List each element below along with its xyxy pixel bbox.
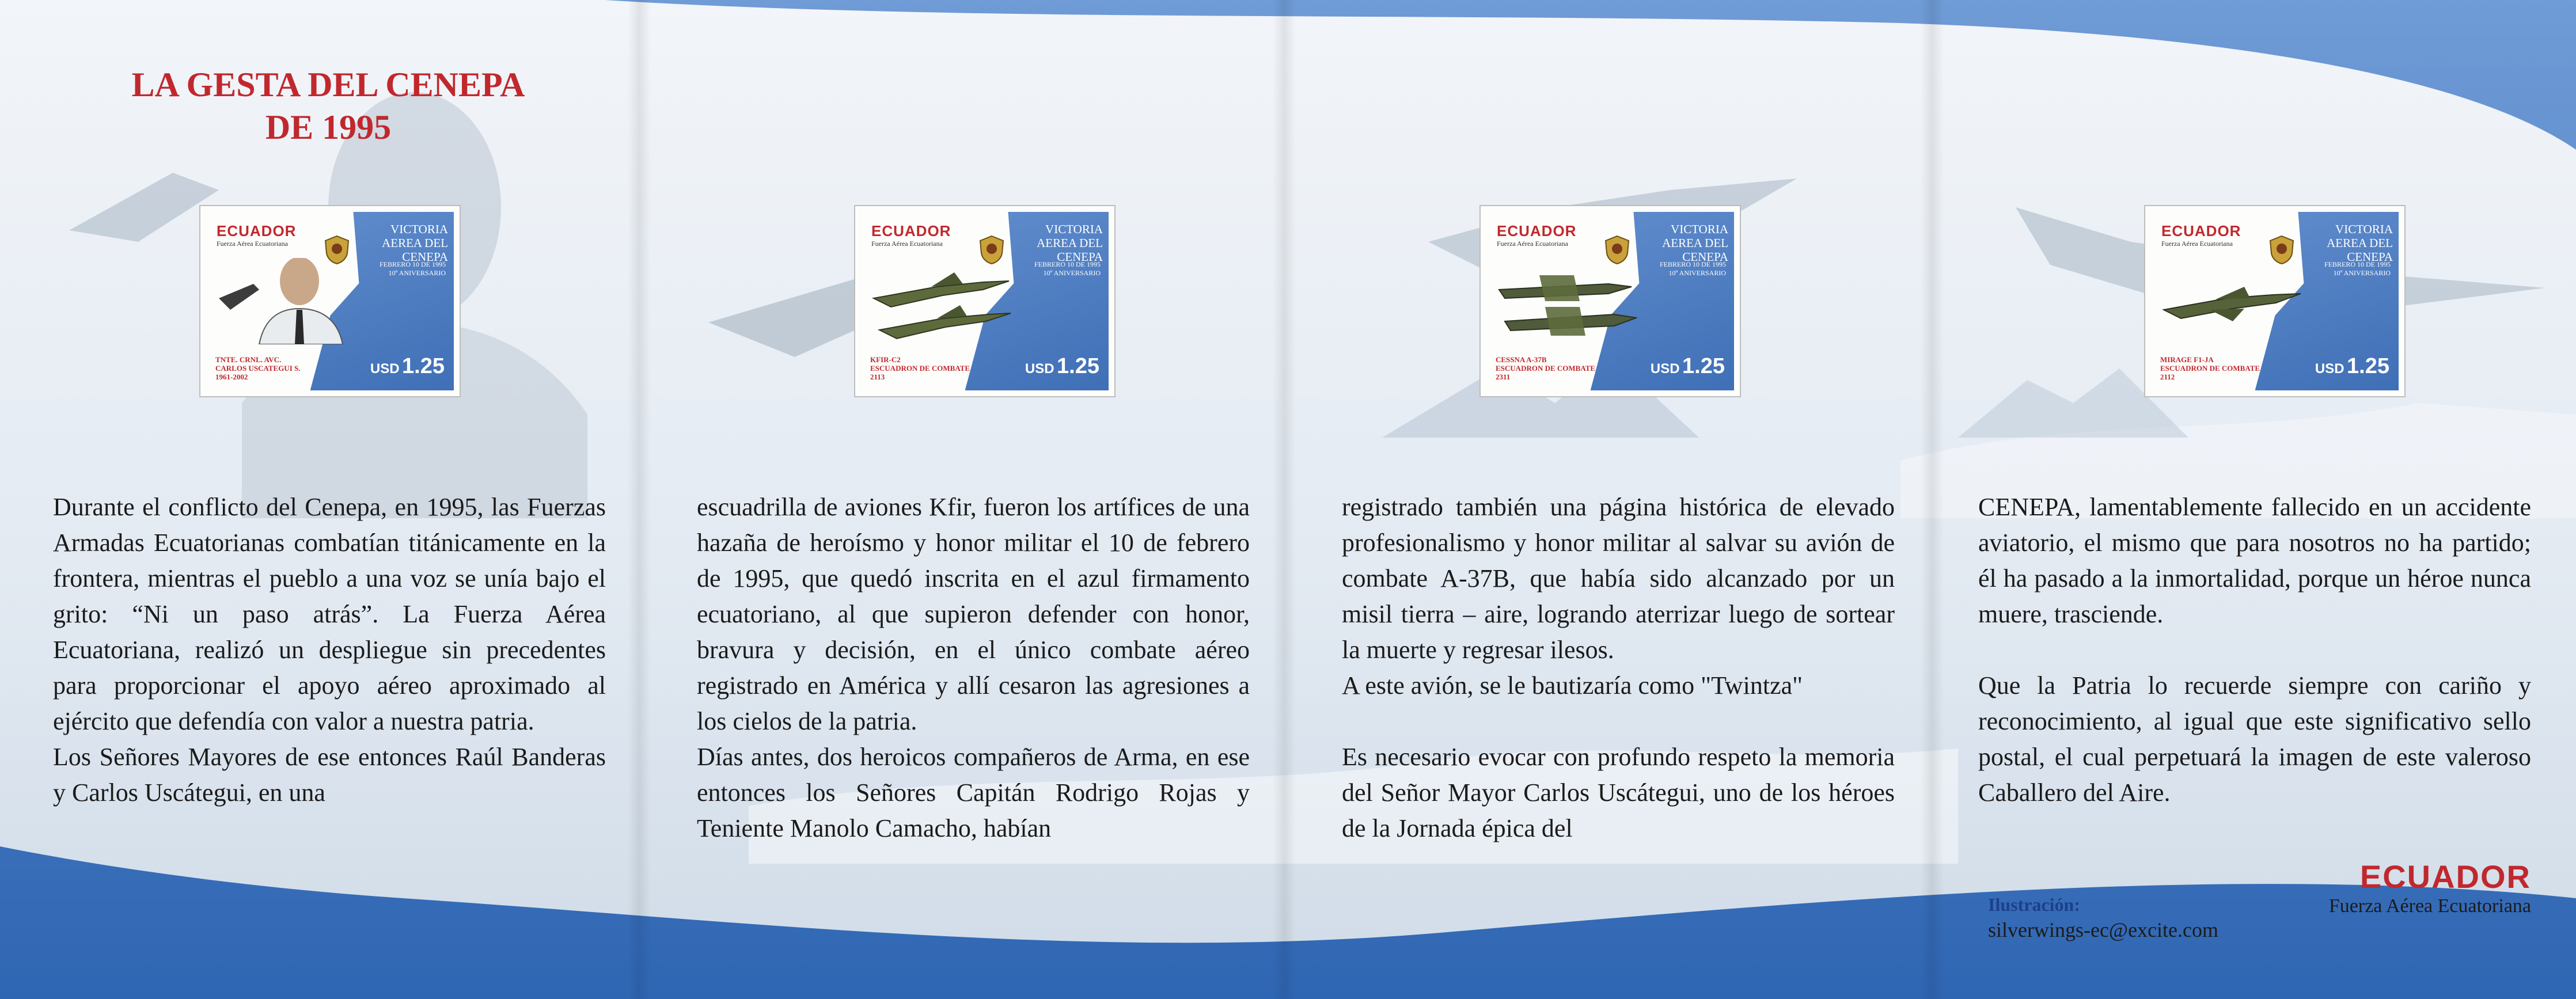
stamp-subtitle: Fuerza Aérea Ecuatoriana <box>1497 240 1568 248</box>
title-line-1: LA GESTA DEL CENEPA <box>131 66 525 104</box>
pilot-portrait-art <box>213 258 357 344</box>
stamp-caption-line-1: CESSNA A-37B <box>1496 355 1547 364</box>
stamp-subtitle: Fuerza Aérea Ecuatoriana <box>871 240 943 248</box>
stamp-subtitle: Fuerza Aérea Ecuatoriana <box>2161 240 2233 248</box>
paragraph: registrado también una página histórica de elevado profesionalismo y honor militar al salvar su avión de combate A-37B, que había sido alcanzado por un misil tierra – aire, logrando aterrizar luego de sortear la muerte y regresar ilesos. <box>1342 493 1895 664</box>
stamp-amount: 1.25 <box>1682 354 1725 378</box>
stamp-value <box>1651 354 1725 379</box>
kfir-jets-art <box>868 258 1012 344</box>
stamp-kfir <box>855 206 1114 396</box>
stamp-caption-line-1: KFIR-C2 <box>870 355 901 364</box>
paragraph: escuadrilla de aviones Kfir, fueron los artífices de una hazaña de heroísmo y honor militar el 10 de febrero de 1995, que quedó inscrita en el azul firmamento ecuatoriano, al que supieron defender con honor, bravura y decisión, en el único combate aéreo registrado en América y allí cesaron las agresiones a los cielos de la patria. <box>697 493 1250 735</box>
text-column-2 <box>697 489 1250 846</box>
stamp-date-line: FEBRERO 10 DE 1995 <box>1034 260 1101 268</box>
paragraph: CENEPA, lamentablemente fallecido en un accidente aviatorio, el mismo que para nosotros no ha partido; él ha pasado a la inmortalidad, porque un héroe nunca muere, trasciende. <box>1978 493 2531 628</box>
stamp-anniversary: 10º ANIVERSARIO <box>1668 269 1726 277</box>
stamp-caption <box>1496 355 1611 381</box>
stamp-caption <box>215 355 331 381</box>
stamp-subtitle: Fuerza Aérea Ecuatoriana <box>217 240 288 248</box>
stamp-country: ECUADOR <box>871 222 951 240</box>
stamp-anniversary: 10º ANIVERSARIO <box>2333 269 2391 277</box>
stamp-country: ECUADOR <box>1497 222 1577 240</box>
stamp-currency: USD <box>370 361 400 377</box>
stamp-date-line: FEBRERO 10 DE 1995 <box>1659 260 1726 268</box>
stamp-caption-line-2: CARLOS USCATEGUI S. <box>215 364 301 373</box>
text-column-1 <box>53 489 606 811</box>
stamp-cessna <box>1481 206 1740 396</box>
stamp-anniversary: 10º ANIVERSARIO <box>1043 269 1101 277</box>
stamp-value <box>2315 354 2389 379</box>
fae-emblem-icon <box>979 235 1004 265</box>
paragraph: Días antes, dos heroicos compañeros de Arma, en ese entonces los Señores Capitán Rodrigo Rojas y Teniente Manolo Camacho, habían <box>697 743 1250 842</box>
stamp-value <box>1025 354 1099 379</box>
stamp-date <box>1008 260 1101 278</box>
stamp-caption-line-1: MIRAGE F1-JA <box>2160 355 2214 364</box>
stamp-date-line: FEBRERO 10 DE 1995 <box>379 260 446 268</box>
paragraph: Que la Patria lo recuerde siempre con cariño y reconocimiento, al igual que este significativo sello postal, el cual perpetuará la imagen de este valeroso Caballero del Aire. <box>1978 671 2531 807</box>
stamp-caption-line-1: TNTE. CRNL. AVC. <box>215 355 282 364</box>
stamp-anniversary: 10º ANIVERSARIO <box>388 269 446 277</box>
stamp-country: ECUADOR <box>217 222 297 240</box>
stamp-caption-line-3: 1961-2002 <box>215 373 248 381</box>
stamp-caption-line-2: ESCUADRON DE COMBATE 2311 <box>1496 364 1596 381</box>
text-column-3 <box>1342 489 1895 846</box>
stamp-date <box>354 260 446 278</box>
paragraph: Durante el conflicto del Cenepa, en 1995, las Fuerzas Armadas Ecuatorianas combatían titánicamente en la frontera, mientras el pueblo a una voz se unía bajo el grito: “Ni un paso atrás”. La Fuerza Aérea Ecuatoriana, realizó un despliegue sin precedentes para proporcionar el apoyo aéreo aproximado al ejército que defendía con valor a nuestra patria. <box>53 493 606 735</box>
text-column-4 <box>1978 489 2531 811</box>
brand-subtitle: Fuerza Aérea Ecuatoriana <box>2328 895 2531 917</box>
stamp-date <box>2298 260 2391 278</box>
stamp-amount: 1.25 <box>1057 354 1099 378</box>
stamp-caption <box>870 355 985 381</box>
fae-emblem-icon <box>324 235 350 265</box>
cessna-jets-art <box>1493 258 1637 344</box>
fae-emblem-icon <box>2269 235 2294 265</box>
stamp-pilot <box>200 206 460 396</box>
stamp-amount: 1.25 <box>2347 354 2389 378</box>
stamp-victory-title: VICTORIA AEREA DEL CENEPA <box>1037 222 1103 264</box>
paragraph: Los Señores Mayores de ese entonces Raúl Banderas y Carlos Uscátegui, en una <box>53 743 606 807</box>
paragraph: Es necesario evocar con profundo respeto la memoria del Señor Mayor Carlos Uscátegui, uno de los héroes de la Jornada épica del <box>1342 743 1895 842</box>
stamp-value <box>370 354 445 379</box>
stamp-caption <box>2160 355 2275 381</box>
page-title <box>86 63 570 149</box>
stamp-date-line: FEBRERO 10 DE 1995 <box>2324 260 2391 268</box>
paragraph: A este avión, se le bautizaría como "Twintza" <box>1342 671 1803 700</box>
stamp-victory-title: VICTORIA AEREA DEL CENEPA <box>1662 222 1728 264</box>
brand-name: ECUADOR <box>2359 859 2531 895</box>
stamp-currency: USD <box>1650 361 1680 377</box>
credit-email: silverwings-ec@excite.com <box>1988 918 2219 941</box>
stamp-caption-line-2: ESCUADRON DE COMBATE 2113 <box>870 364 970 381</box>
title-line-2: DE 1995 <box>265 108 392 146</box>
stamp-date <box>1634 260 1726 278</box>
fae-emblem-icon <box>1604 235 1630 265</box>
stamp-country: ECUADOR <box>2161 222 2241 240</box>
mirage-jet-art <box>2158 258 2302 344</box>
stamp-amount: 1.25 <box>402 354 445 378</box>
brand-block <box>2266 859 2531 918</box>
illustration-credit <box>1988 892 2218 943</box>
stamp-caption-line-2: ESCUADRON DE COMBATE 2112 <box>2160 364 2260 381</box>
stamp-mirage <box>2145 206 2404 396</box>
stamp-currency: USD <box>1025 361 1054 377</box>
credit-label: Ilustración: <box>1988 894 2080 915</box>
stamp-currency: USD <box>2315 361 2344 377</box>
stamp-victory-title: VICTORIA AEREA DEL CENEPA <box>382 222 448 264</box>
stamp-victory-title: VICTORIA AEREA DEL CENEPA <box>2327 222 2393 264</box>
